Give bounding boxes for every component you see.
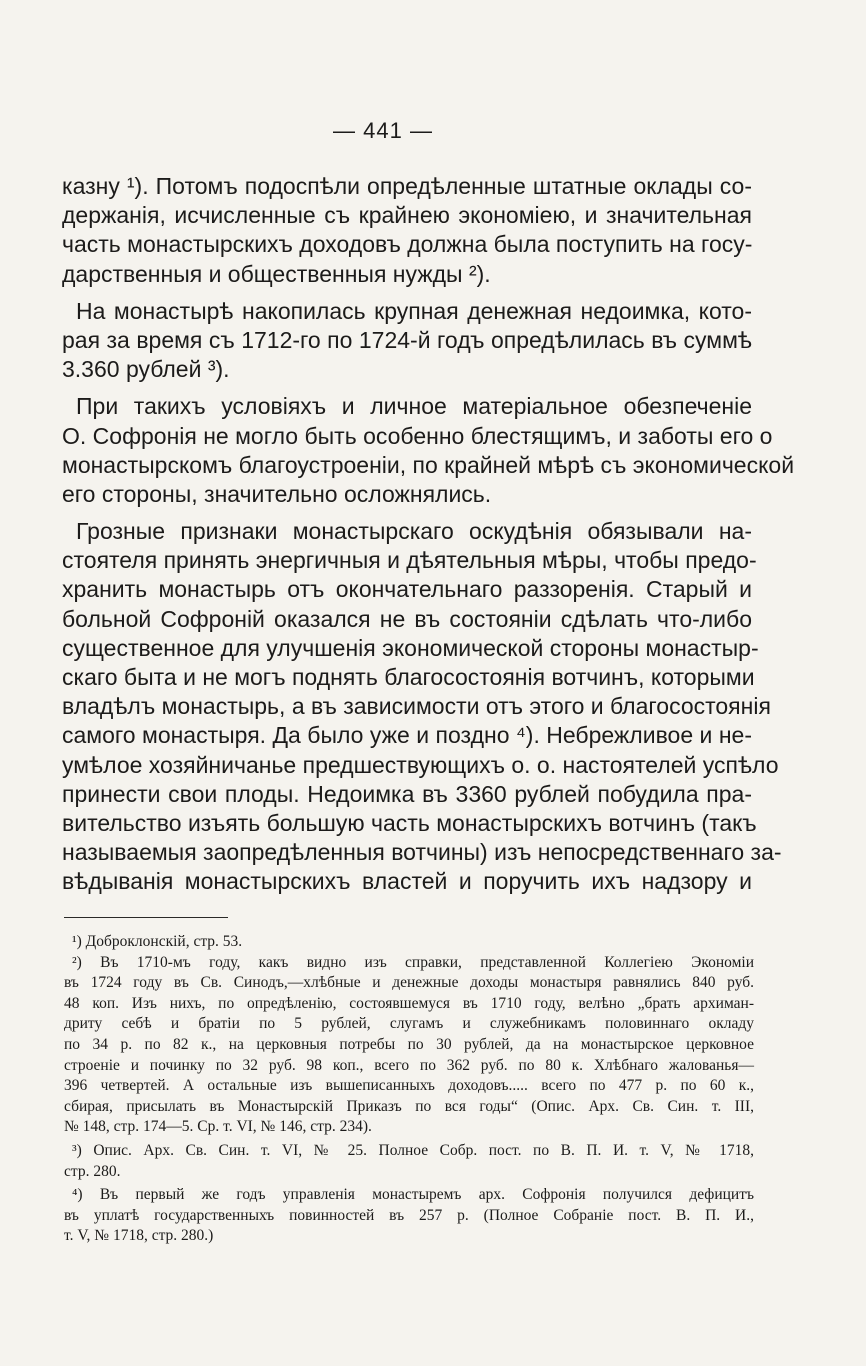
- text-line: больной Софроній оказался не въ состояніи сдѣлать что-либо: [62, 605, 752, 632]
- footnote-line: стр. 280.: [64, 1162, 121, 1180]
- text-line: казну ¹). Потомъ подоспѣли опредѣленные штатные оклады со-: [62, 173, 752, 199]
- footnote-line: строеніе и починку по 32 руб. 98 коп., всего по 362 руб. по 80 к. Хлѣбнаго жалованья—: [64, 1056, 754, 1074]
- footnote-line: № 148, стр. 174—5. Ср. т. VI, № 146, стр. 234).: [64, 1118, 372, 1136]
- text-line: О. Софронія не могло быть особенно блестящимъ, и заботы его о: [62, 422, 773, 449]
- text-line: рая за время съ 1712-го по 1724-й годъ опредѣлилась въ суммѣ: [62, 326, 752, 353]
- page-number: — 441 —: [333, 118, 433, 143]
- footnote-line: по 34 р. по 82 к., на церковныя потребы по 30 рублей, да на монастырское церковное: [64, 1035, 754, 1053]
- footnote-line: ¹) Доброклонскій, стр. 53.: [72, 933, 243, 950]
- text-line: На монастырѣ накопилась крупная денежная недоимка, кото-: [76, 297, 752, 324]
- text-line: Грозные признаки монастырскаго оскудѣнія обязывали на-: [76, 518, 752, 545]
- text-line: принести свои плоды. Недоимка въ 3360 рублей побудила пра-: [62, 780, 752, 807]
- text-line: 3.360 рублей ³).: [62, 356, 230, 383]
- footnote-line: ⁴) Въ первый же годъ управленія монастыремъ арх. Софронія получился дефицитъ: [72, 1186, 754, 1204]
- text-line: скаго быта и не могъ поднять благосостоянія вотчинъ, которыми: [62, 664, 755, 690]
- text-line: часть монастырскихъ доходовъ должна была поступить на госу-: [62, 231, 753, 258]
- footnote-line: ²) Въ 1710-мъ году, какъ видно изъ справки, представленной Коллегіею Экономіи: [72, 953, 754, 971]
- text-line: его стороны, значительно осложнялись.: [62, 480, 492, 507]
- footnote-line: дриту себѣ и братіи по 5 рублей, слугамъ и служебникамъ половиннаго окладу: [64, 1015, 754, 1033]
- footnote-line: ³) Опис. Арх. Св. Син. т. VI, № 25. Полное Собр. пост. по В. П. И. т. V, № 1718,: [72, 1141, 754, 1159]
- text-line: монастырскомъ благоустроеніи, по крайней мѣрѣ съ экономической: [62, 451, 795, 478]
- text-line: называемыя заопредѣленныя вотчины) изъ непосредственнаго за-: [62, 839, 782, 866]
- footnote-line: въ уплатѣ государственныхъ повинностей въ 257 р. (Полное Собраніе пост. В. П. И.,: [64, 1206, 754, 1224]
- text-line: самого монастыря. Да было уже и поздно ⁴). Небрежливое и не-: [62, 722, 752, 749]
- text-line: дарственныя и общественныя нужды ²).: [62, 260, 491, 287]
- footnotes: [64, 932, 754, 1247]
- text-line: хранить монастырь отъ окончательнаго раззоренія. Старый и: [62, 576, 752, 603]
- text-line: умѣлое хозяйничанье предшествующихъ о. о. настоятелей успѣло: [62, 751, 779, 778]
- footnote-line: сбирая, присылать въ Монастырскій Приказъ по вся годы“ (Опис. Арх. Св. Син. т. III,: [64, 1097, 754, 1115]
- text-line: вительство изъять большую часть монастырскихъ вотчинъ (такъ: [62, 809, 757, 836]
- text-line: существенное для улучшенія экономической стороны монастыр-: [62, 634, 759, 661]
- footnote-line: 396 четвертей. А остальные изъ вышеписанныхъ доходовъ..... всего по 477 р. по 60 к.,: [64, 1077, 754, 1095]
- main-text: [62, 172, 795, 897]
- text-line: При такихъ условіяхъ и личное матеріальное обезпеченіе: [76, 393, 752, 420]
- text-line: держанія, исчисленные съ крайнею экономіею, и значительная: [62, 202, 752, 229]
- text-line: стоятеля принять энергичныя и дѣятельныя мѣры, чтобы предо-: [62, 547, 757, 574]
- footnote-divider: [64, 917, 228, 918]
- text-line: владѣлъ монастырь, а въ зависимости отъ этого и благосостоянія: [62, 693, 771, 720]
- text-line: вѣдыванія монастырскихъ властей и поручить ихъ надзору и: [62, 868, 752, 895]
- footnote-line: 48 коп. Изъ нихъ, по опредѣленію, состоявшемуся въ 1710 году, велѣно „брать архиман-: [64, 994, 754, 1012]
- footnote-line: т. V, № 1718, стр. 280.): [64, 1227, 214, 1245]
- footnote-line: въ 1724 году въ Св. Синодъ,—хлѣбные и денежные доходы монастыря равнялись 840 руб.: [64, 974, 754, 992]
